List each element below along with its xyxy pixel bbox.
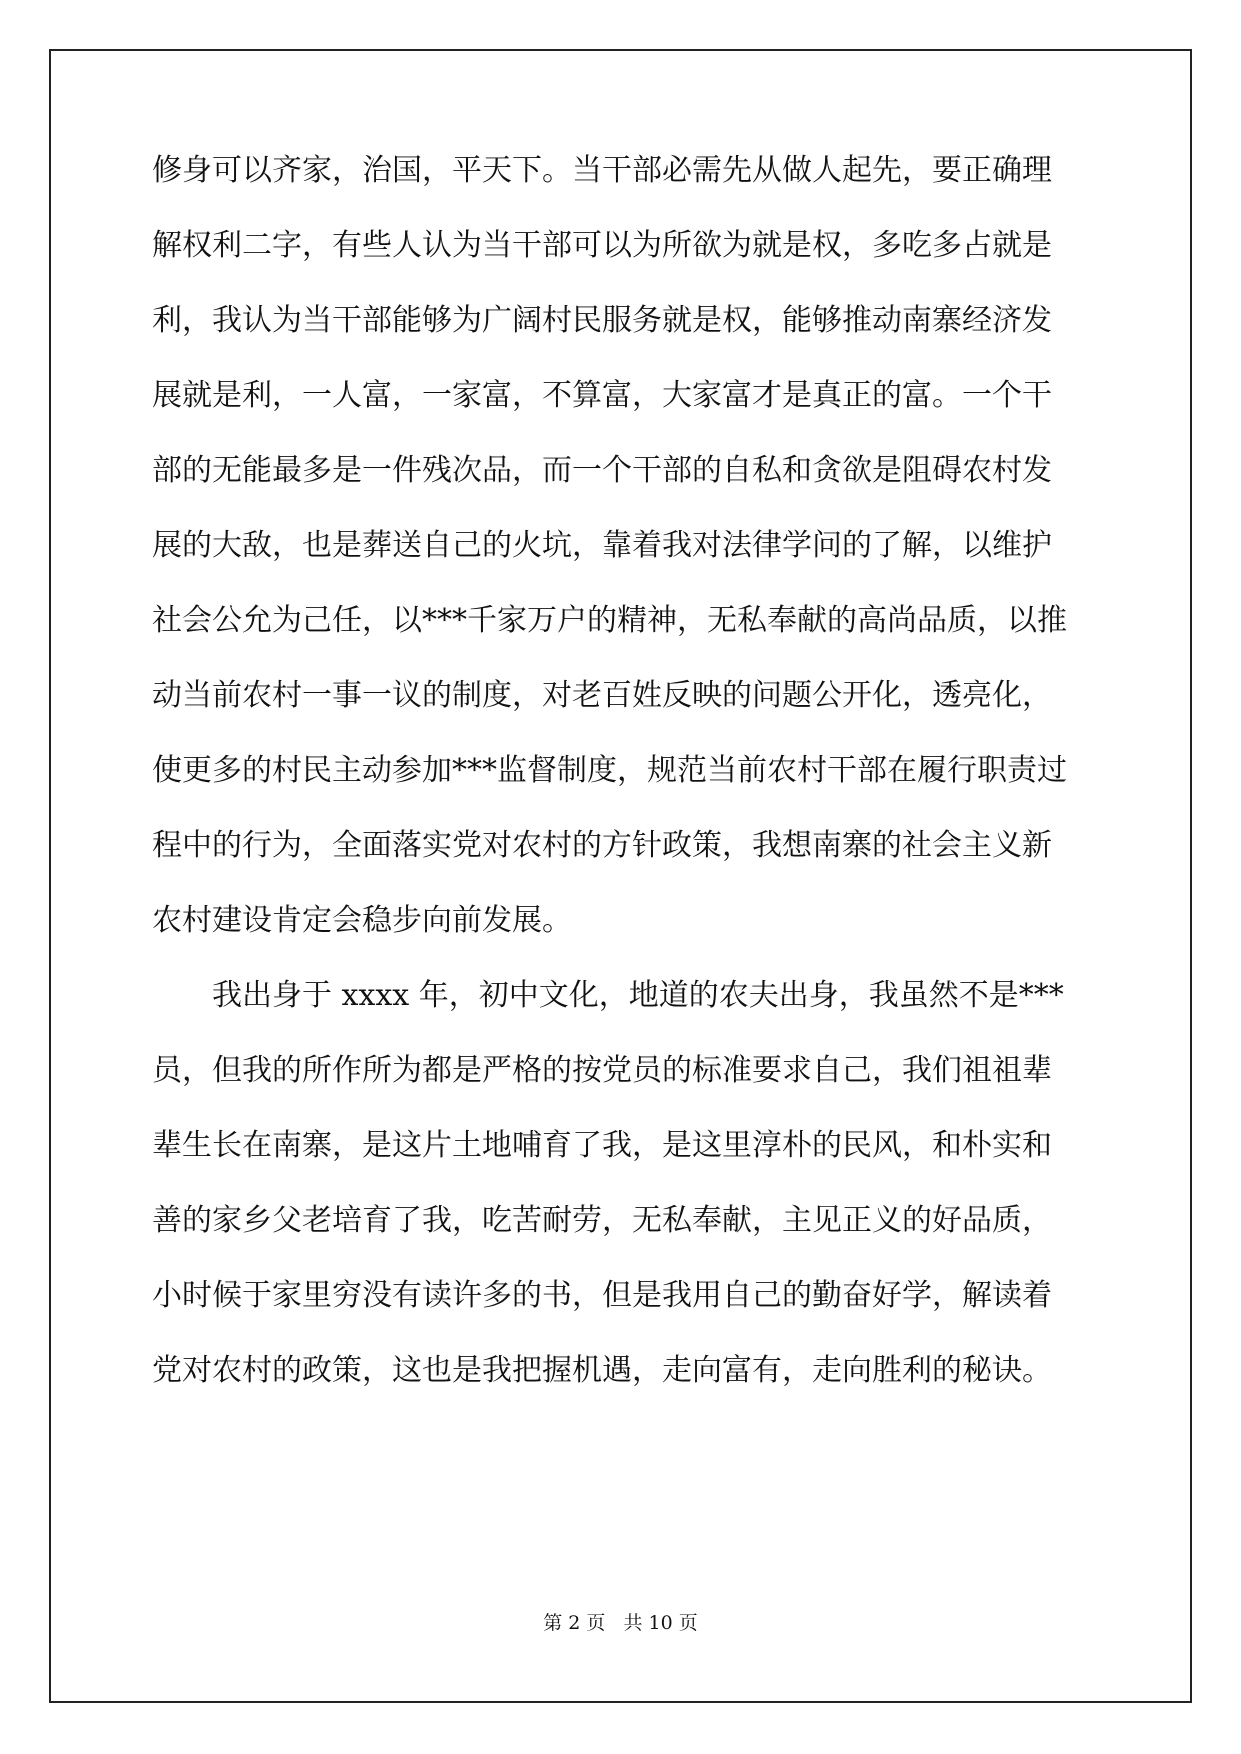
page-number: 第 2 页 bbox=[543, 1612, 606, 1634]
text-line: 程中的行为，全面落实党对农村的方针政策，我想南寨的社会主义新 bbox=[152, 828, 1052, 863]
text-line: 展就是利，一人富，一家富，不算富，大家富才是真正的富。一个干 bbox=[152, 378, 1052, 413]
text-line: 动当前农村一事一议的制度，对老百姓反映的问题公开化，透亮化， bbox=[152, 678, 1052, 713]
text-line: 农村建设肯定会稳步向前发展。 bbox=[152, 903, 572, 938]
page-total: 共 10 页 bbox=[623, 1612, 698, 1634]
text-line: 辈生长在南寨，是这片土地哺育了我，是这里淳朴的民风，和朴实和 bbox=[152, 1128, 1052, 1163]
text-line: 利，我认为当干部能够为广阔村民服务就是权，能够推动南寨经济发 bbox=[152, 303, 1052, 338]
text-line: 展的大敌，也是葬送自己的火坑，靠着我对法律学问的了解，以维护 bbox=[152, 528, 1052, 563]
text-line: 我出身于 xxxx 年，初中文化，地道的农夫出身，我虽然不是*** bbox=[212, 978, 1064, 1013]
text-line: 党对农村的政策，这也是我把握机遇，走向富有，走向胜利的秘诀。 bbox=[152, 1353, 1052, 1388]
text-line: 使更多的村民主动参加***监督制度，规范当前农村干部在履行职责过 bbox=[152, 753, 1067, 788]
text-line: 善的家乡父老培育了我，吃苦耐劳，无私奉献，主见正义的好品质， bbox=[152, 1203, 1052, 1238]
page-footer bbox=[0, 1610, 1241, 1636]
text-line: 社会公允为己任，以***千家万户的精神，无私奉献的高尚品质，以推 bbox=[152, 603, 1067, 638]
text-line: 员，但我的所作所为都是严格的按党员的标准要求自己，我们祖祖辈 bbox=[152, 1053, 1052, 1088]
text-line: 部的无能最多是一件残次品，而一个干部的自私和贪欲是阻碍农村发 bbox=[152, 453, 1052, 488]
text-line: 小时候于家里穷没有读许多的书，但是我用自己的勤奋好学，解读着 bbox=[152, 1278, 1052, 1313]
text-line: 解权利二字，有些人认为当干部可以为所欲为就是权，多吃多占就是 bbox=[152, 228, 1052, 263]
text-line: 修身可以齐家，治国，平天下。当干部必需先从做人起先，要正确理 bbox=[152, 153, 1052, 188]
